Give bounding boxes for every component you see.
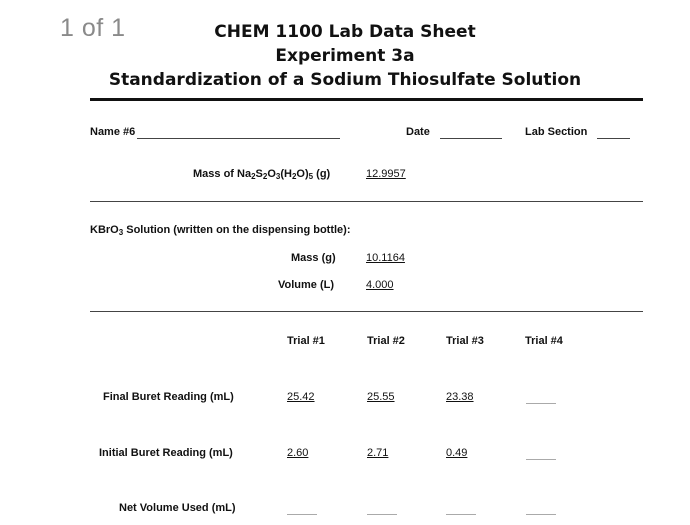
experiment-title: Standardization of a Sodium Thiosulfate Solution — [108, 70, 582, 90]
section-divider-2 — [90, 311, 643, 312]
trial-header-2: Trial #2 — [367, 335, 405, 347]
net-volume-trial-1[interactable] — [287, 514, 317, 515]
date-label: Date — [406, 126, 430, 138]
kbro3-solution-title: KBrO$_3$ Solution (written on the dispensing bottle): — [90, 224, 351, 237]
final-reading-trial-3: 23.38 — [446, 391, 474, 403]
net-volume-trial-2[interactable] — [367, 514, 397, 515]
name-field[interactable] — [137, 138, 340, 139]
name-label: Name #6 — [90, 126, 136, 138]
mass-thiosulfate-value: 12.9957 — [366, 168, 406, 180]
sheet-title: CHEM 1100 Lab Data Sheet — [214, 22, 476, 42]
kbro3-mass-label: Mass (g) — [291, 252, 336, 264]
kbro3-volume-label: Volume (L) — [278, 279, 335, 291]
net-volume-trial-4[interactable] — [526, 514, 556, 515]
mass-thiosulfate-label: Mass of $Na_2S_2O_3(H_2O)_5$ (g) — [193, 168, 331, 181]
final-reading-trial-1: 25.42 — [287, 391, 315, 403]
net-volume-trial-3[interactable] — [446, 514, 476, 515]
date-field[interactable] — [440, 138, 502, 139]
trial-header-4: Trial #4 — [525, 335, 563, 347]
initial-reading-trial-2: 2.71 — [367, 447, 389, 459]
trial-header-1: Trial #1 — [287, 335, 325, 347]
lab-section-label: Lab Section — [525, 126, 588, 138]
initial-reading-trial-1: 2.60 — [287, 447, 309, 459]
initial-reading-label: Initial Buret Reading (mL) — [99, 447, 233, 459]
initial-reading-trial-4[interactable] — [526, 459, 556, 460]
experiment-number: Experiment 3a — [275, 46, 415, 66]
header-divider — [90, 98, 643, 101]
final-reading-label: Final Buret Reading (mL) — [103, 391, 234, 403]
kbro3-volume-value: 4.000 — [366, 279, 394, 291]
final-reading-trial-4[interactable] — [526, 403, 556, 404]
net-volume-label: Net Volume Used (mL) — [119, 502, 236, 514]
section-divider-1 — [90, 201, 643, 202]
kbro3-mass-value: 10.1164 — [366, 252, 405, 264]
lab-section-field[interactable] — [597, 138, 630, 139]
trial-header-3: Trial #3 — [446, 335, 484, 347]
initial-reading-trial-3: 0.49 — [446, 447, 468, 459]
page-counter: 1 of 1 — [60, 14, 126, 42]
final-reading-trial-2: 25.55 — [367, 391, 395, 403]
